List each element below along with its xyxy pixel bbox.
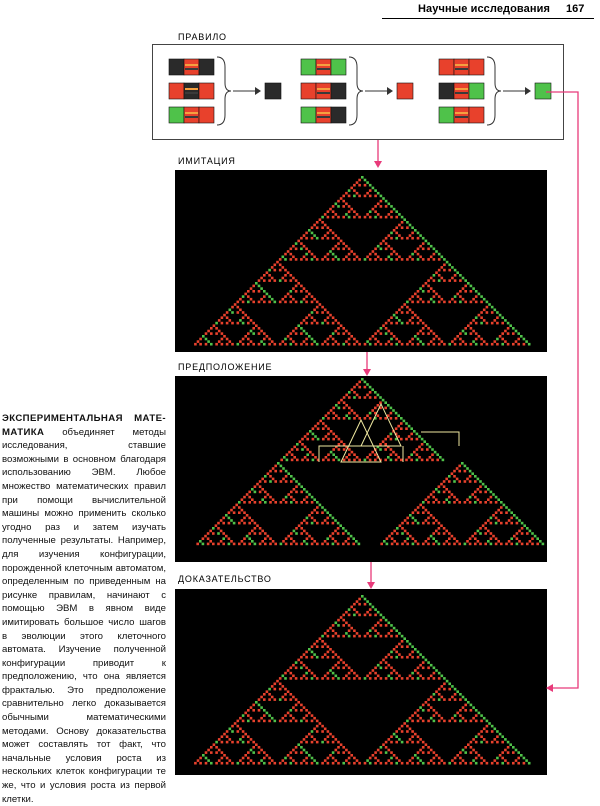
caption-body: объединяет методы исследования, ставшие возможными в основном благодаря использованию ЭВМ. Любое множество математических правил при помощи вычислительной машины можно применить сколько угодно раз и затем изучать полученные результаты. Например, для изучения конфигурации, порожденной клеточным автоматом, определенным по приведенным на рисунке правилам, начинают с помощью ЭВМ в явном виде имитировать большое число шагов в эволюции этого клеточного автомата. Изучение полученной конфигурации приводит к предположению, что она является фракталью. Это предположение сравнительно легко доказывается обычными математическими методами. Основу доказательства может составлять тот факт, что начальные условия роста из нескольких клеток конфигурации те же, что и условия роста из первой клетки. (2, 426, 166, 805)
section-label-proof: ДОКАЗАТЕЛЬСТВО (178, 574, 272, 584)
section-label-rule: ПРАВИЛО (178, 32, 227, 42)
caption (2, 412, 166, 806)
running-title: Научные исследования (418, 3, 550, 15)
page-number: 167 (566, 3, 585, 15)
section-label-imitation: ИМИТАЦИЯ (178, 156, 236, 166)
caption-heading: ЭКСПЕРИМЕНТАЛЬНАЯ МАТЕ-МАТИКА (2, 413, 166, 438)
arrow-rule-to-proof (546, 92, 578, 688)
section-label-hypothesis: ПРЕДПОЛОЖЕНИЕ (178, 362, 273, 372)
